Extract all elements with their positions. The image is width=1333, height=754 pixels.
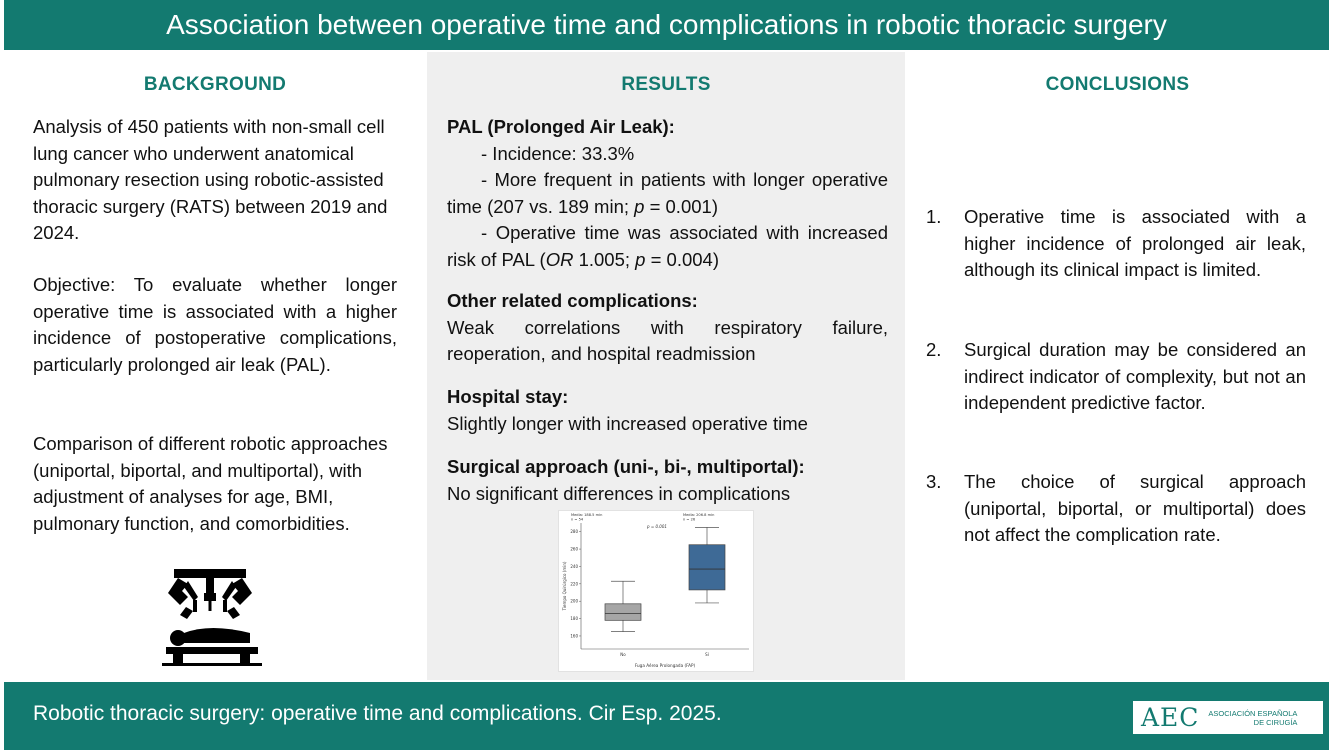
x-tick-label: No (620, 652, 626, 657)
other-complications-heading: Other related complications: (447, 290, 698, 311)
y-tick-label: 160 (570, 633, 578, 639)
results-title: RESULTS (621, 74, 711, 95)
other-complications-section (447, 288, 888, 368)
annotation-p-value: p = 0.001 (647, 524, 667, 529)
x-axis-label: Fuga Aérea Prolongada (FAP) (634, 663, 696, 668)
annotation-mean-si: Media: 206.8 min (683, 513, 715, 517)
robotic-surgery-icon (160, 567, 264, 670)
surgical-approach-text: No significant differences in complications (447, 482, 791, 504)
y-tick-label: 240 (570, 563, 578, 569)
x-tick-label: Sí (705, 652, 709, 657)
pal-section (447, 114, 888, 273)
boxplot-chart (558, 510, 754, 672)
pal-odds-ratio: - Operative time was associated with increased risk of PAL (OR 1.005; p = 0.004) (447, 222, 888, 270)
conclusion-item: 3. The choice of surgical approach (uniportal, biportal, or multiportal) does not affect the complication rate. (926, 471, 1306, 545)
box-Sí (689, 545, 725, 590)
conclusions-title: CONCLUSIONS (1045, 74, 1190, 95)
y-tick-label: 180 (570, 616, 578, 622)
box-No (605, 604, 641, 621)
header-banner (4, 0, 1329, 50)
y-axis-label: Tiempo Quirúrgico (min) (562, 561, 567, 611)
conclusions-column (906, 52, 1329, 680)
background-objective: Objective: To evaluate whether longer operative time is associated with a higher incidence of postoperative complications, particularly prolonged air leak (PAL). (33, 274, 397, 375)
pal-heading: PAL (Prolonged Air Leak): (447, 116, 675, 137)
aec-logo (1133, 701, 1323, 734)
boxplot-svg (559, 511, 753, 671)
conclusion-item: 2. Surgical duration may be considered an indirect indicator of complexity, but not an independent predictive factor. (926, 339, 1306, 413)
other-complications-text: Weak correlations with respiratory failure, reoperation, and hospital readmission (447, 316, 888, 364)
hospital-stay-heading: Hospital stay: (447, 386, 569, 407)
background-paragraph-3: Comparison of different robotic approaches (uniportal, biportal, and multiportal), with adjustment of analyses for age, BMI, pulmonary function, and comorbidities. (33, 433, 388, 534)
y-tick-label: 200 (570, 598, 578, 604)
logo-subtitle: ASOCIACIÓN ESPAÑOLA DE CIRUGÍA (1208, 708, 1298, 727)
citation: Robotic thoracic surgery: operative time and complications. Cir Esp. 2025. (33, 702, 722, 725)
background-paragraph-1: Analysis of 450 patients with non-small cell lung cancer who underwent anatomical pulmonary resection using robotic-assisted thoracic surgery (RATS) between 2019 and 2024. (33, 116, 388, 243)
page-title: Association between operative time and complications in robotic thoracic surgery (166, 9, 1167, 40)
background-title: BACKGROUND (143, 74, 287, 95)
y-tick-label: 280 (570, 529, 578, 535)
pal-frequency: - More frequent in patients with longer operative time (207 vs. 189 min; p = 0.001) (447, 169, 888, 217)
y-tick-label: 260 (570, 546, 578, 552)
surgical-approach-heading: Surgical approach (uni-, bi-, multiportal): (447, 456, 805, 477)
surgical-approach-section (447, 454, 888, 507)
annotation-mean-no: Media: 188.5 min (571, 513, 603, 517)
logo-mark: AEC (1141, 703, 1200, 732)
y-tick-label: 220 (570, 581, 578, 587)
results-column (427, 52, 905, 680)
annotation-n-no: n = 54 (571, 517, 584, 522)
hospital-stay-section (447, 384, 888, 437)
annotation-n-si: n = 26 (683, 517, 696, 522)
conclusion-item: 1. Operative time is associated with a higher incidence of prolonged air leak, although its clinical impact is limited. (926, 206, 1306, 280)
background-column (4, 52, 426, 680)
footer-banner (4, 682, 1329, 750)
pal-incidence: - Incidence: 33.3% (481, 142, 635, 164)
hospital-stay-text: Slightly longer with increased operative time (447, 412, 808, 434)
